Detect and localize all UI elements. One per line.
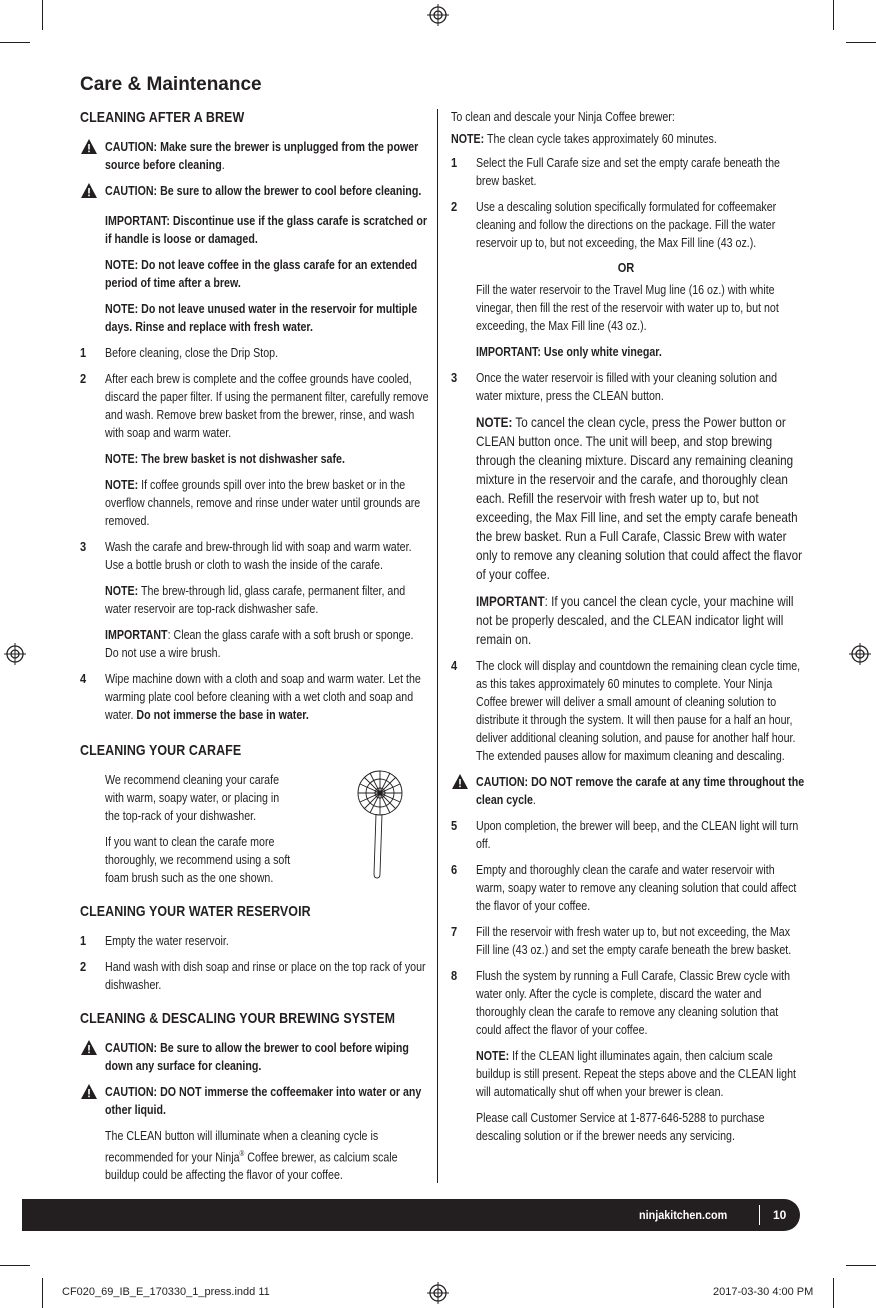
warning-triangle-icon: [80, 138, 98, 155]
step-item: 1 Select the Full Carafe size and set the empty carafe beneath the brew basket.: [451, 154, 801, 190]
footer-separator: [759, 1205, 760, 1225]
note: NOTE: The clean cycle takes approximately 60 minutes.: [451, 131, 717, 146]
intro-text: To clean and descale your Ninja Coffee brewer:: [451, 109, 675, 124]
step-item: 3 Once the water reservoir is filled with your cleaning solution and water mixture, press the CLEAN button.: [451, 369, 801, 405]
paragraph: Fill the water reservoir to the Travel Mug line (16 oz.) with white vinegar, then fill the rest of the reservoir with water up to, but not exceeding, the Max Fill line (43 oz.).: [476, 282, 779, 333]
section-heading-reservoir: CLEANING YOUR WATER RESERVOIR: [80, 903, 311, 920]
step-item: 2 Hand wash with dish soap and rinse or place on the top rack of your dishwasher.: [80, 958, 425, 994]
step-text: Before cleaning, close the Drip Stop.: [105, 345, 279, 360]
registration-mark-icon: [427, 4, 449, 26]
caution-unplug: CAUTION: Make sure the brewer is unplugged from the power source before cleaning.: [80, 138, 425, 174]
step-text: Fill the reservoir with fresh water up to, but not exceeding, the Max Fill line (43 oz.) and set the empty carafe beneath the brew basket.: [476, 924, 792, 957]
caution-cool-wipe: [80, 1039, 425, 1075]
step-item: 6 Empty and thoroughly clean the carafe and water reservoir with warm, soapy water to remove any cleaning solution that could affect the flavor of your coffee.: [451, 861, 801, 915]
section-heading-descaling: CLEANING & DESCALING YOUR BREWING SYSTEM: [80, 1010, 396, 1027]
step-item: 7 Fill the reservoir with fresh water up to, but not exceeding, the Max Fill line (43 oz.) and set the empty carafe beneath the brew basket.: [451, 923, 801, 959]
important-note: IMPORTANT: Clean the glass carafe with a soft brush or sponge. Do not use a wire brush.: [105, 627, 414, 660]
crop-mark: [42, 1278, 43, 1308]
note: NOTE: If the CLEAN light illuminates again, then calcium scale buildup is still present. Repeat the steps above and the CLEAN light will automatically shut off when your brewer is clean.: [476, 1048, 797, 1099]
slug-date: 2017-03-30 4:00 PM: [713, 1286, 814, 1298]
section-heading-after-brew: CLEANING AFTER A BREW: [80, 109, 245, 126]
step-item: 3 Wash the carafe and brew-through lid with soap and warm water. Use a bottle brush or cloth to wash the inside of the carafe.: [80, 538, 425, 574]
important-note: IMPORTANT: Use only white vinegar.: [476, 344, 662, 359]
warning-triangle-icon: [451, 773, 469, 790]
or-divider: OR: [617, 260, 635, 275]
step-item: 2 After each brew is complete and the coffee grounds have cooled, discard the paper filter. If using the permanent filter, carefully remove and wash. Remove brew basket from the brewer, rinse, and wash with soap and warm water.: [80, 371, 429, 440]
step-item: 2 Use a descaling solution specifically formulated for coffeemaker cleaning and follow the directions on the package. Fill the water reservoir up to, but not exceeding, the Max Fill line (43 oz.).: [451, 198, 801, 252]
warning-triangle-icon: [80, 1039, 98, 1056]
crop-mark: [846, 1265, 876, 1266]
caution-cool: [80, 182, 425, 204]
slug-filename: CF020_69_IB_E_170330_1_press.indd 11: [62, 1286, 270, 1298]
footer-website: ninjakitchen.com: [639, 1208, 728, 1222]
registration-mark-icon: [4, 643, 26, 665]
note: NOTE: The brew-through lid, glass carafe, permanent filter, and water reservoir are top-rack dishwasher safe.: [105, 583, 406, 616]
caution-text: CAUTION: Make sure the brewer is unplugged from the power source before cleaning: [105, 139, 419, 172]
crop-mark: [833, 1278, 834, 1308]
step-text: Once the water reservoir is filled with your cleaning solution and water mixture, press the CLEAN button.: [476, 370, 778, 403]
important-note: IMPORTANT: If you cancel the clean cycle, your machine will not be properly descaled, and the CLEAN indicator light will remain on.: [476, 594, 794, 647]
step-text: Empty the water reservoir.: [105, 933, 229, 948]
step-item: 8 Flush the system by running a Full Carafe, Classic Brew cycle with water only. After the cycle is complete, discard the water and thoroughly clean the carafe to remove any cleaning solution that could affect the flavor of your coffee.: [451, 967, 801, 1039]
crop-mark: [833, 0, 834, 30]
important-note: IMPORTANT: Discontinue use if the glass carafe is scratched or if handle is loose or damaged.: [105, 213, 428, 246]
step-text: Use a descaling solution specifically formulated for coffeemaker cleaning and follow the directions on the package. Fill the water reservoir up to, but not exceeding, the Max Fill line (43 oz.).: [476, 199, 777, 250]
registration-mark-icon: [427, 1282, 449, 1304]
left-column: [80, 109, 429, 1192]
warning-triangle-icon: [80, 1083, 98, 1100]
registration-mark-icon: [849, 643, 871, 665]
section-heading-carafe: CLEANING YOUR CARAFE: [80, 742, 242, 759]
step-item: 5 Upon completion, the brewer will beep, and the CLEAN light will turn off.: [451, 817, 801, 853]
paragraph: We recommend cleaning your carafe with warm, soapy water, or placing in the top-rack of your dishwasher.: [105, 772, 280, 823]
crop-mark: [0, 1265, 30, 1266]
step-text: Flush the system by running a Full Carafe, Classic Brew cycle with water only. After the cycle is complete, discard the water and thoroughly clean the carafe to remove any cleaning solution that could affect the flavor of your coffee.: [476, 968, 790, 1037]
note: NOTE: The brew basket is not dishwasher safe.: [105, 451, 345, 466]
paragraph: If you want to clean the carafe more thoroughly, we recommend using a soft foam brush such as the one shown.: [105, 834, 291, 885]
step-text: The clock will display and countdown the remaining clean cycle time, as this takes approximately 60 minutes to complete. Your Ninja Coffee brewer will deliver a small amount of cleaning solution to distribute it through the system. It will then pause for a half an hour, deliver additional cleaning solution, and pause for another half hour. The extended pauses allow for maximum cleaning and descaling.: [476, 658, 801, 763]
caution-text: CAUTION: DO NOT remove the carafe at any time throughout the clean cycle: [476, 774, 805, 807]
step-item: 1 Before cleaning, close the Drip Stop.: [80, 344, 425, 362]
caution-remove-carafe: CAUTION: DO NOT remove the carafe at any time throughout the clean cycle.: [451, 773, 801, 809]
note: NOTE: If coffee grounds spill over into the brew basket or in the overflow channels, remove and rinse under water until grounds are removed.: [105, 477, 421, 528]
step-item: 4 Wipe machine down with a cloth and soap and warm water. Let the warming plate cool before cleaning with a wet cloth and soap and water. Do not immerse the base in water.: [80, 670, 425, 724]
step-text: Empty and thoroughly clean the carafe and water reservoir with warm, soapy water to remove any cleaning solution that could affect the flavor of your coffee.: [476, 862, 797, 913]
page-number: 10: [773, 1208, 787, 1222]
step-text: Select the Full Carafe size and set the empty carafe beneath the brew basket.: [476, 155, 780, 188]
step-text: Wipe machine down with a cloth and soap and warm water. Let the warming plate cool before cleaning with a wet cloth and soap and water. Do not immerse the base in water.: [105, 671, 421, 722]
right-column: [451, 108, 805, 1153]
step-item: 1 Empty the water reservoir.: [80, 932, 425, 950]
step-text: After each brew is complete and the coffee grounds have cooled, discard the paper filter. If using the permanent filter, carefully remove and wash. Remove brew basket from the brewer, rinse, and wash with soap and warm water.: [105, 371, 429, 440]
step-text: Hand wash with dish soap and rinse or place on the top rack of your dishwasher.: [105, 959, 426, 992]
note: NOTE: Do not leave unused water in the reservoir for multiple days. Rinse and replace with fresh water.: [105, 301, 418, 334]
foam-brush-illustration: [346, 766, 408, 881]
paragraph: The CLEAN button will illuminate when a cleaning cycle is recommended for your Ninja® Coffee brewer, as calcium scale buildup could be affecting the flavor of your coffee.: [105, 1128, 398, 1183]
caution-text: CAUTION: DO NOT immerse the coffeemaker into water or any other liquid.: [105, 1084, 422, 1117]
step-text: Wash the carafe and brew-through lid with soap and warm water. Use a bottle brush or cloth to wash the inside of the carafe.: [105, 539, 412, 572]
caution-immerse: [80, 1083, 425, 1119]
column-divider: [437, 109, 438, 1183]
crop-mark: [0, 42, 30, 43]
customer-service-text: Please call Customer Service at 1-877-646-5288 to purchase descaling solution or if the brewer needs any servicing.: [476, 1110, 765, 1143]
step-text: Upon completion, the brewer will beep, and the CLEAN light will turn off.: [476, 818, 799, 851]
caution-text: CAUTION: Be sure to allow the brewer to cool before cleaning.: [105, 183, 422, 198]
page-title: Care & Maintenance: [80, 74, 262, 95]
crop-mark: [42, 0, 43, 30]
caution-text: CAUTION: Be sure to allow the brewer to cool before wiping down any surface for cleaning.: [105, 1040, 409, 1073]
crop-mark: [846, 42, 876, 43]
note: NOTE: Do not leave coffee in the glass carafe for an extended period of time after a brew.: [105, 257, 418, 290]
warning-triangle-icon: [80, 182, 98, 199]
step-item: 4 The clock will display and countdown the remaining clean cycle time, as this takes approximately 60 minutes to complete. Your Ninja Coffee brewer will deliver a small amount of cleaning solution to distribute it through the system. It will then pause for a half an hour, deliver additional cleaning solution, and pause for another half hour. The extended pauses allow for maximum cleaning and descaling.: [451, 657, 801, 765]
note: NOTE: To cancel the clean cycle, press the Power button or CLEAN button once. The unit will beep, and stop brewing through the cleaning mixture. Discard any remaining cleaning mixture in the reservoir and the carafe, and thoroughly clean each. Refill the reservoir with fresh water up to, but not exceeding, the Max Fill line, and set the empty carafe beneath the brew basket. Run a Full Carafe, Classic Brew with water only to remove any cleaning solution that could affect the flavor of your coffee.: [476, 415, 803, 582]
